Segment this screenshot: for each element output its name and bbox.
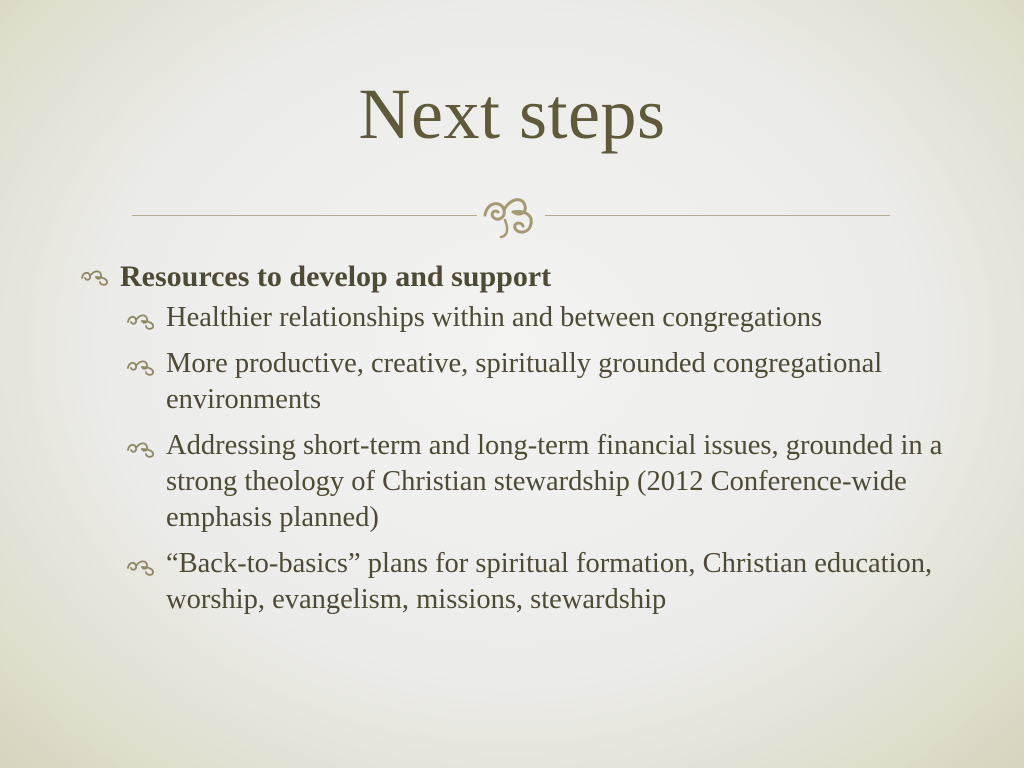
sub-bullet	[126, 346, 960, 418]
scroll-bullet-icon	[126, 312, 156, 330]
sub-bullet-text: Healthier relationships within and between congregations	[166, 302, 823, 333]
sub-bullet	[126, 300, 960, 336]
slide-body	[80, 258, 960, 628]
sub-bullet-text: Addressing short-term and long-term financial issues, grounded in a strong theology of Christian stewardship (2012 Conference-wide emphasis planned)	[166, 430, 943, 533]
main-bullet	[80, 258, 960, 296]
scroll-bullet-icon	[126, 440, 156, 458]
sub-bullet-text: More productive, creative, spiritually grounded congregational environments	[166, 348, 883, 415]
title-divider	[132, 190, 890, 240]
main-bullet-text: Resources to develop and support	[120, 260, 552, 293]
sub-bullet-text: “Back-to-basics” plans for spiritual formation, Christian education, worship, evangelism, missions, stewardship	[166, 548, 933, 615]
scroll-ornament-icon	[477, 190, 545, 240]
slide-title: Next steps	[358, 74, 666, 154]
scroll-bullet-icon	[126, 558, 156, 576]
sub-bullet	[126, 546, 960, 618]
divider-line-right	[545, 215, 890, 216]
divider-line-left	[132, 215, 477, 216]
scroll-bullet-icon	[80, 268, 110, 286]
scroll-bullet-icon	[126, 358, 156, 376]
sub-bullet	[126, 428, 960, 536]
